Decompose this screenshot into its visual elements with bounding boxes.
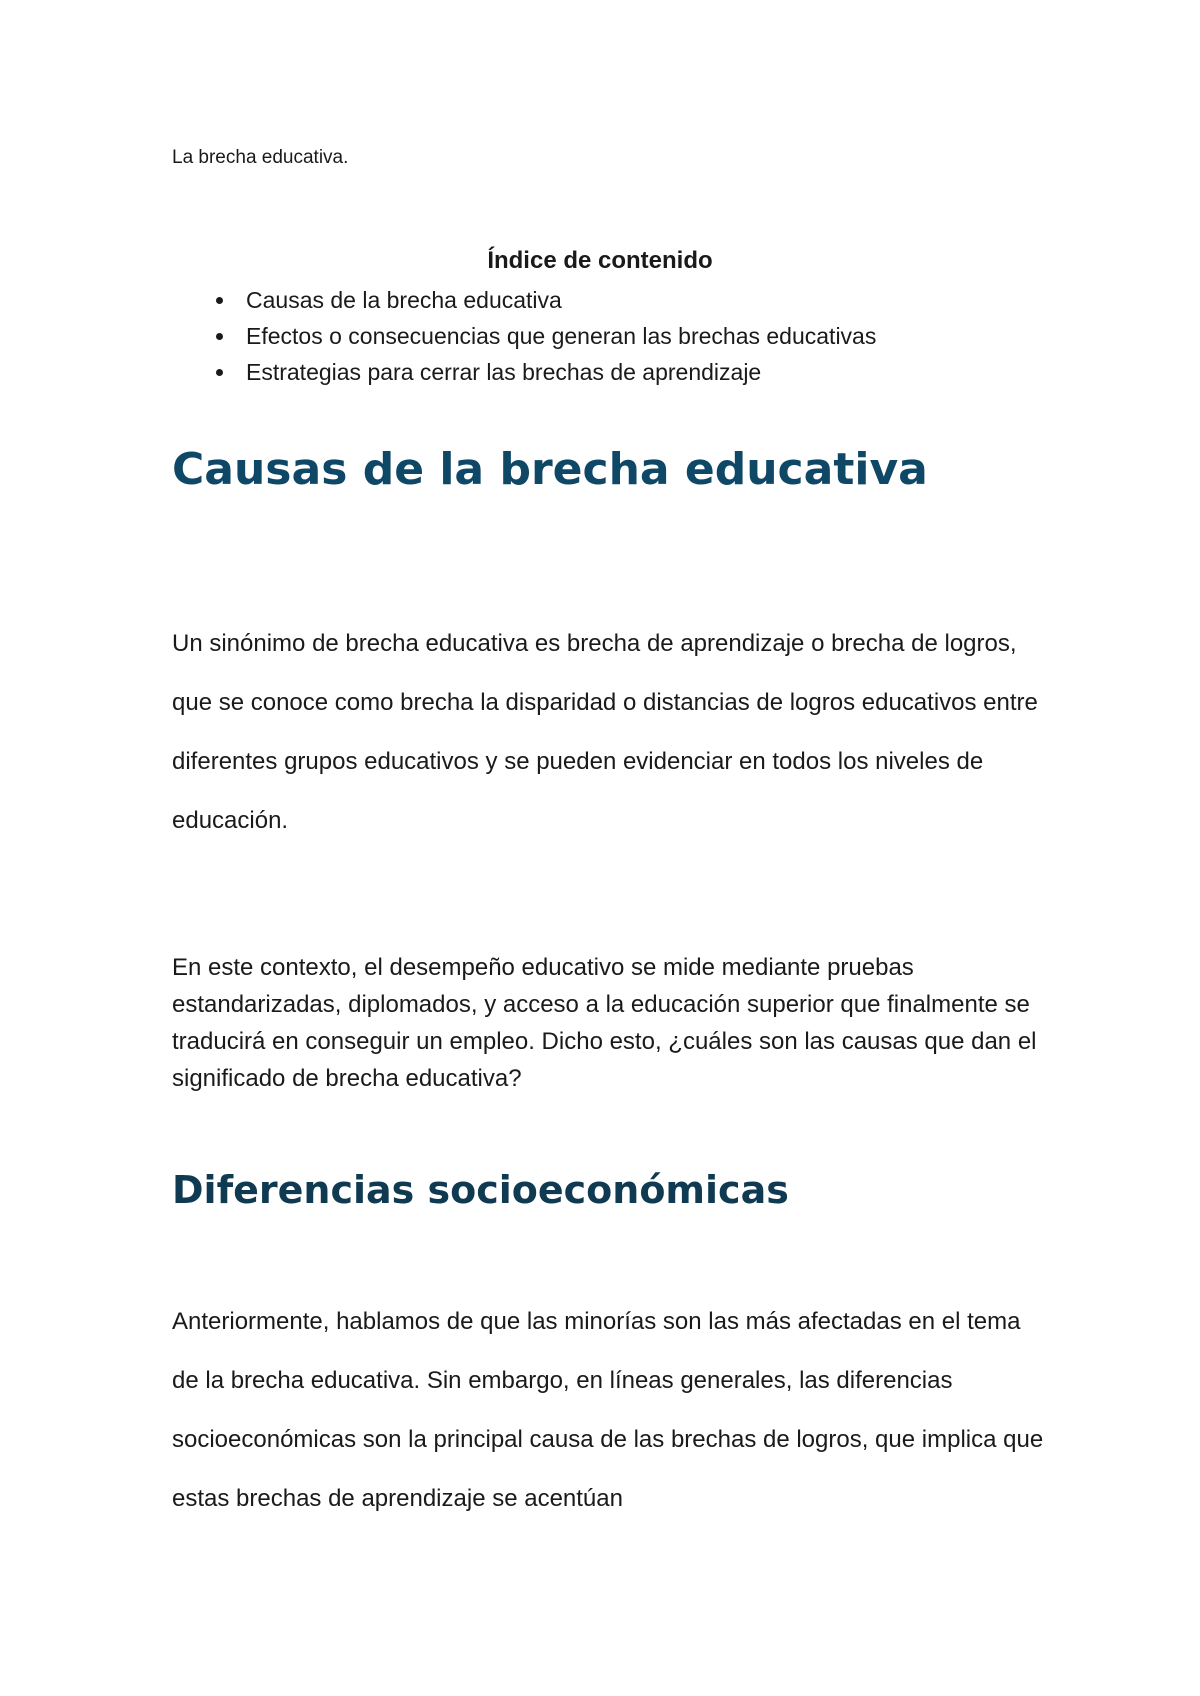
paragraph-anteriormente: Anteriormente, hablamos de que las minorías son las más afectadas en el tema de la brecha educativa. Sin embargo, en líneas generales, las diferencias socioeconómicas son la principal causa de las brechas de logros, que implica que estas brechas de aprendizaje se acentúan [172, 1308, 1044, 1512]
table-of-contents [172, 246, 1028, 390]
bullet-icon [216, 369, 223, 376]
toc-item-label[interactable]: Estrategias para cerrar las brechas de aprendizaje [246, 359, 762, 385]
bullet-icon [216, 333, 223, 340]
toc-item-label[interactable]: Efectos o consecuencias que generan las brechas educativas [246, 323, 877, 349]
toc-item-label[interactable]: Causas de la brecha educativa [246, 287, 562, 313]
paragraph-contexto: En este contexto, el desempeño educativo se mide mediante pruebas estandarizadas, diplomados, y acceso a la educación superior que finalmente se traducirá en conseguir un empleo. Dicho esto, ¿cuáles son las causas que dan el significado de brecha educativa? [172, 954, 1037, 1092]
toc-item-causas[interactable] [172, 282, 1028, 318]
paragraph-sinonimo: Un sinónimo de brecha educativa es brecha de aprendizaje o brecha de logros, que se conoce como brecha la disparidad o distancias de logros educativos entre diferentes grupos educativos y se pueden evidenciar en todos los niveles de educación. [172, 630, 1038, 834]
toc-item-estrategias[interactable] [172, 354, 1028, 390]
toc-item-efectos[interactable] [172, 318, 1028, 354]
document-title: La brecha educativa. [172, 147, 349, 168]
section-heading-causas: Causas de la brecha educativa [172, 444, 928, 495]
section-heading-diferencias: Diferencias socioeconómicas [172, 1168, 789, 1212]
bullet-icon [216, 297, 223, 304]
toc-list [172, 282, 1028, 390]
toc-heading: Índice de contenido [487, 247, 713, 274]
